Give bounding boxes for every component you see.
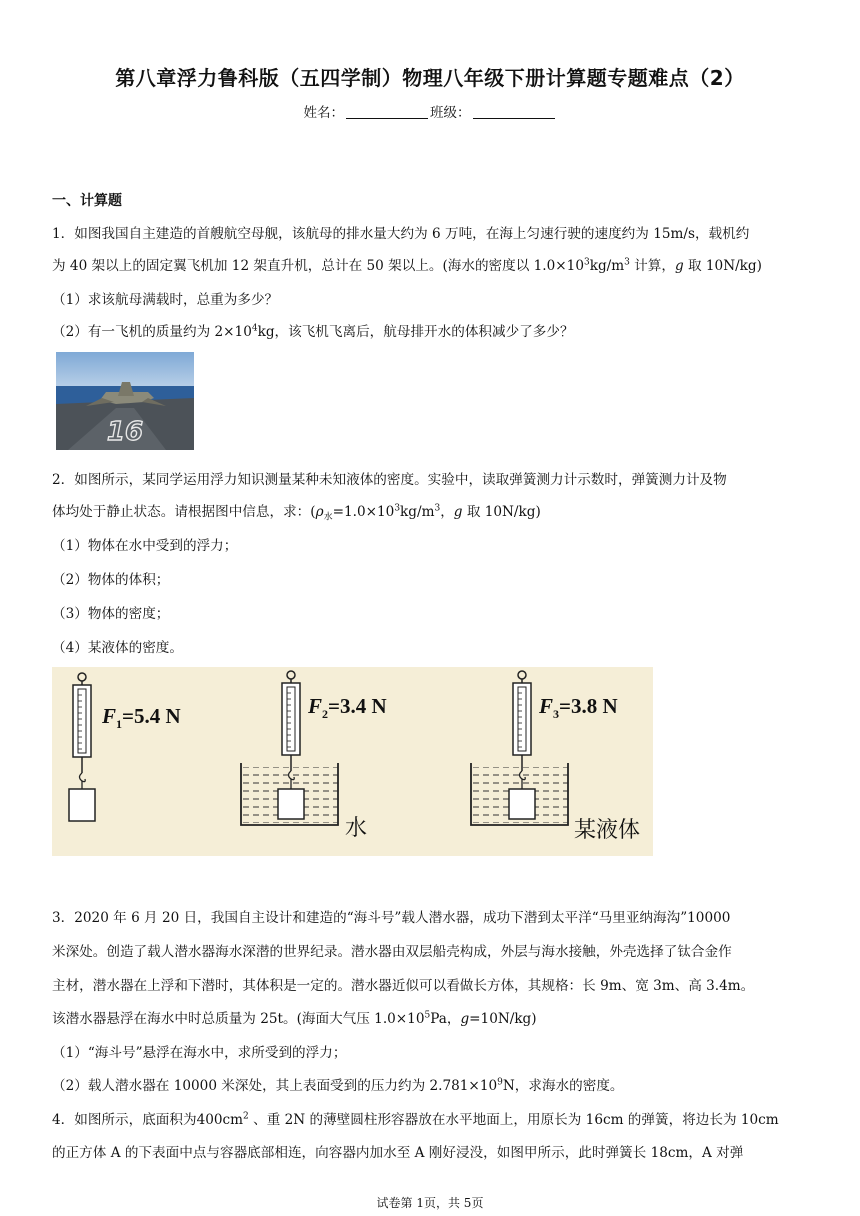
- q1-sub2: （2）有一飞机的质量约为 $2\times 10^4kg$，该飞机飞离后，航母排开水的体积减少了多少？: [52, 323, 574, 340]
- q2-sub3: （3）物体的密度；: [52, 606, 170, 622]
- q1-line2: 为 40 架以上的固定翼飞机加 12 架直升机，总计在 50 架以上。(海水的密度以 $1.0\times 10^3kg/m^3$ 计算，g 取 10N/kg): [52, 257, 762, 274]
- q3-line3: 主材，潜水器在上浮和下潜时，其体积是一定的。潜水器近似可以看做长方体，其规格：长 9m、宽 3m、高 3.4m。: [52, 978, 755, 994]
- class-label: 班级：: [430, 105, 471, 121]
- name-blank[interactable]: [346, 105, 428, 119]
- q3-line1: 3．2020 年 6 月 20 日，我国自主设计和建造的“海斗号”载人潜水器，成功下潜到太平洋“马里亚纳海沟”10000: [52, 910, 731, 926]
- spring-scale-figure: [52, 667, 653, 856]
- water-label: 水: [345, 816, 368, 841]
- deck-number: 16: [106, 417, 144, 447]
- q2-sub4: （4）某液体的密度。: [52, 640, 183, 656]
- spring-scale-3: [513, 671, 531, 780]
- class-blank[interactable]: [473, 105, 555, 119]
- section-heading: 一、计算题: [52, 193, 122, 209]
- q3-line2: 米深处。创造了载人潜水器海水深潜的世界纪录。潜水器由双层船壳构成，外层与海水接触，外壳选择了钛合金作: [52, 944, 732, 960]
- aircraft-carrier-photo: [56, 352, 194, 450]
- q1-sub1: （1）求该航母满载时，总重为多少？: [52, 292, 279, 308]
- q3-sub1: （1）“海斗号”悬浮在海水中，求所受到的浮力；: [52, 1045, 347, 1061]
- q1-line1: 1．如图我国自主建造的首艘航空母舰，该航母的排水量大约为 6 万吨，在海上匀速行驶的速度约为 15m/s，载机约: [52, 226, 750, 242]
- spring-scale-2: [282, 671, 300, 780]
- object-block-2: [278, 789, 304, 819]
- reading-f1: $F_1=5.4$ N: [102, 704, 181, 731]
- spring-scale-1: [73, 673, 91, 782]
- object-block-3: [509, 789, 535, 819]
- q3-line4: 该潜水器悬浮在海水中时总质量为 25t。(海面大气压 $1.0\times 10^5Pa$，g=10N/kg): [52, 1010, 537, 1027]
- object-block-1: [69, 789, 95, 821]
- q4-line1: 4．如图所示，底面积为$400cm^2$ 、重 2N 的薄壁圆柱形容器放在水平地面上，用原长为 16cm 的弹簧，将边长为 10cm: [52, 1111, 779, 1128]
- page-title: 第八章浮力鲁科版（五四学制）物理八年级下册计算题专题难点（2）: [115, 66, 745, 90]
- q3-sub2: （2）载人潜水器在 10000 米深处，其上表面受到的压力约为 $2.781\times 10^9N$，求海水的密度。: [52, 1077, 624, 1094]
- q2-line1: 2．如图所示，某同学运用浮力知识测量某种未知液体的密度。实验中，读取弹簧测力计示数时，弹簧测力计及物: [52, 472, 727, 488]
- name-label: 姓名：: [303, 105, 344, 121]
- q4-line2: 的正方体 A 的下表面中点与容器底部相连，向容器内加水至 A 刚好浸没，如图甲所示，此时弹簧长 18cm，A 对弹: [52, 1145, 744, 1161]
- reading-f3: $F_3=3.8$ N: [539, 694, 618, 721]
- q2-sub1: （1）物体在水中受到的浮力；: [52, 538, 238, 554]
- q2-sub2: （2）物体的体积；: [52, 572, 170, 588]
- student-info-line: [0, 101, 860, 121]
- liquid-label: 某液体: [574, 818, 641, 843]
- reading-f2: $F_2=3.4$ N: [308, 694, 387, 721]
- q2-line2: 体均处于静止状态。请根据图中信息，求：($\rho_水=1.0\times 10^3kg/m^3$，g 取 10N/kg): [52, 503, 541, 523]
- page-footer: 试卷第 1页，共 5页: [376, 1196, 484, 1210]
